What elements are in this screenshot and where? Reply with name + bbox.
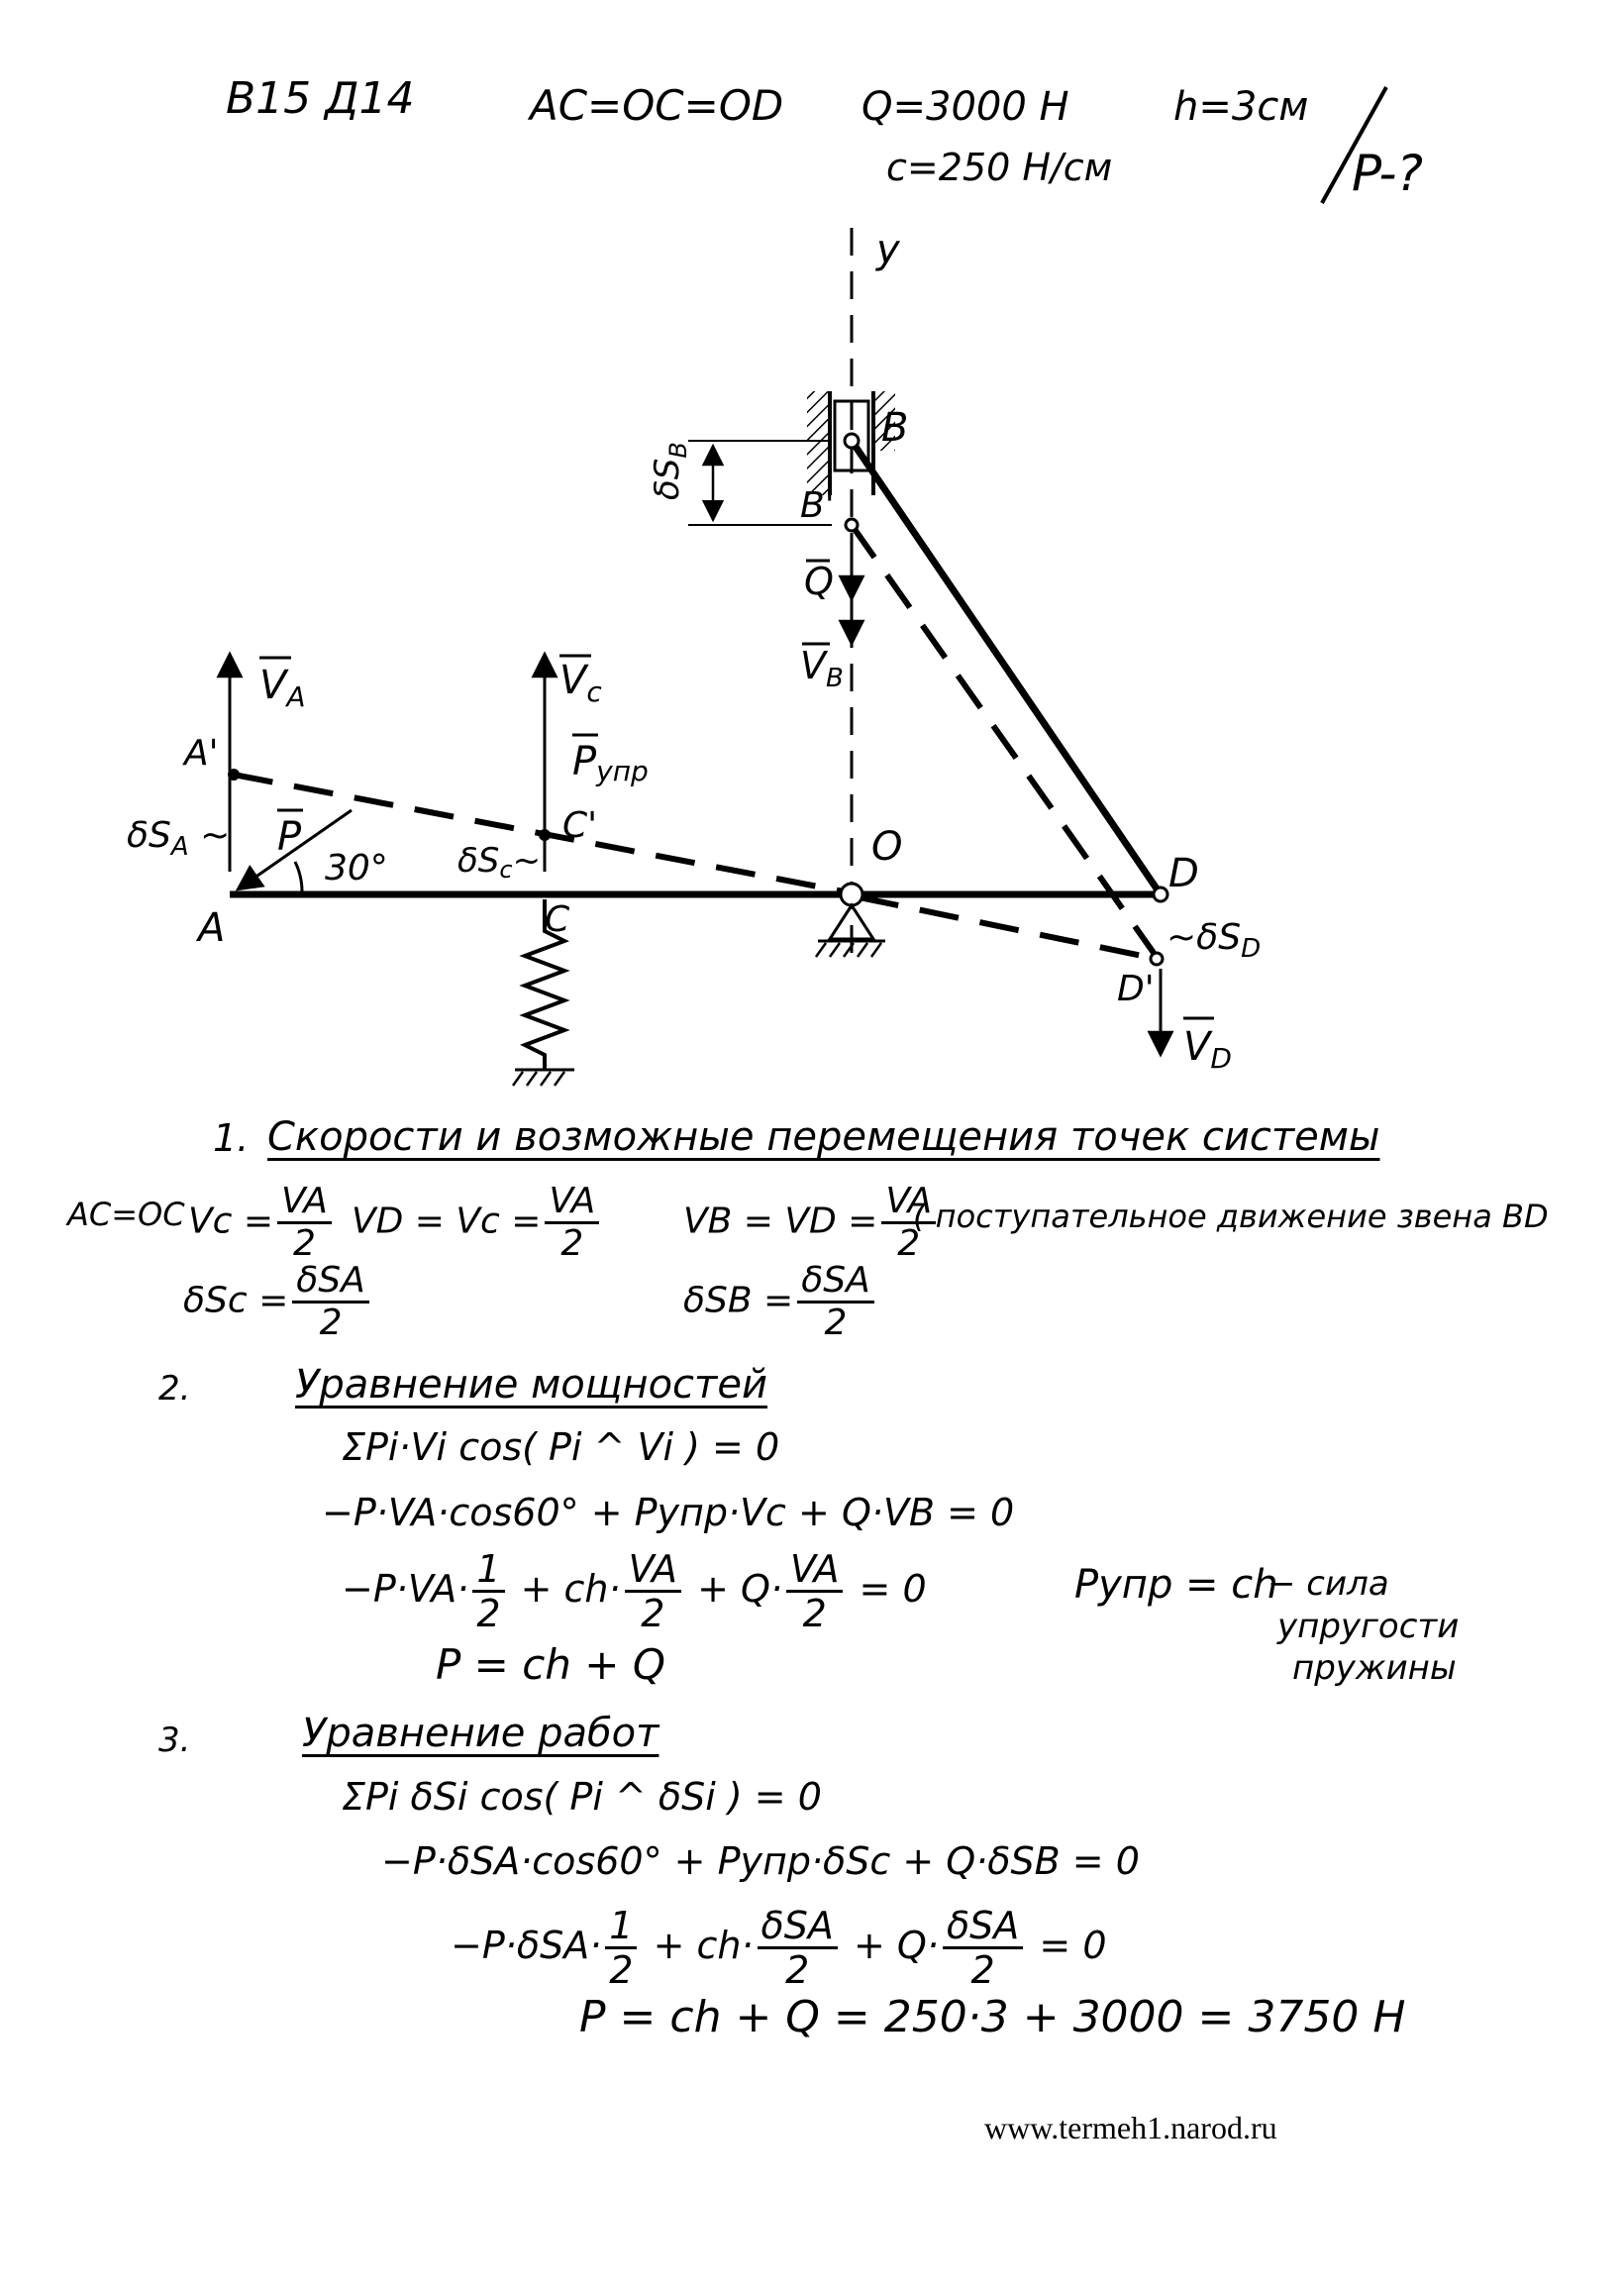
label-angle: 30° bbox=[325, 848, 388, 888]
spring-force-note-2: упругости bbox=[1277, 1607, 1460, 1646]
dsb-formula: δSB = $\frac{\text{δSA}}{2}$ bbox=[683, 1263, 878, 1341]
joint-d-prime bbox=[1151, 953, 1163, 965]
dsc-formula: δSc = $\frac{\text{δSA}}{2}$ bbox=[183, 1263, 373, 1341]
label-b-prime: B' bbox=[800, 485, 835, 526]
joint-d bbox=[1154, 887, 1167, 901]
label-vb: $V_B$ bbox=[800, 644, 844, 693]
label-vc: $V_c$ bbox=[559, 658, 602, 708]
spring-force-note-1: − сила bbox=[1267, 1564, 1389, 1604]
section2-title: Уравнение мощностей bbox=[295, 1362, 767, 1408]
mechanism-diagram bbox=[0, 0, 1622, 1109]
label-a: A bbox=[198, 905, 226, 951]
label-vd: $V_D$ bbox=[1183, 1024, 1232, 1075]
vc-formula: Vc = $\frac{VA}{2}$ bbox=[188, 1184, 336, 1262]
label-d-prime: D' bbox=[1117, 969, 1155, 1009]
label-c-prime: C' bbox=[562, 805, 598, 846]
label-ds-a: $\delta S_A$ ~ bbox=[127, 815, 231, 862]
joint-b-prime bbox=[846, 519, 858, 531]
spring-force-note-3: пружины bbox=[1292, 1648, 1457, 1688]
y-axis-label: y bbox=[876, 227, 900, 272]
section1-title: Скорости и возможные перемещения точек системы bbox=[267, 1114, 1380, 1160]
label-p-upr: Pупр bbox=[572, 739, 649, 787]
vb-formula: VB = VD = $\frac{VA}{2}$ bbox=[683, 1184, 940, 1262]
label-ds-c: δSc~ bbox=[457, 841, 542, 884]
section3-number: 3. bbox=[158, 1721, 191, 1760]
vd-formula: VD = Vc = $\frac{VA}{2}$ bbox=[352, 1184, 603, 1262]
height-value: h=3см bbox=[1173, 84, 1309, 130]
section2-number: 2. bbox=[158, 1369, 191, 1409]
label-ds-d: $\sim\delta S_D$ bbox=[1166, 917, 1262, 964]
displaced-bar-o-d bbox=[860, 897, 1157, 959]
label-p: P bbox=[277, 814, 302, 860]
work-eq-3: −P·δSA· $\frac{1}{2}$ + ch· $\frac{\text{δSA}}{2}$ + Q· $\frac{\text{δSA}}{2}$ = 0 bbox=[451, 1904, 1107, 1992]
displaced-rod-bd bbox=[852, 525, 1154, 953]
power-eq-3: −P·VA· $\frac{1}{2}$ + ch· $\frac{VA}{2}$ + Q· $\frac{VA}{2}$ = 0 bbox=[342, 1547, 927, 1635]
final-result: P = ch + Q = 250·3 + 3000 = 3750 H bbox=[579, 1992, 1406, 2042]
geometry-condition: AC=OC=OD bbox=[530, 81, 784, 130]
joint-b bbox=[845, 434, 859, 448]
label-c: C bbox=[545, 899, 570, 940]
work-general-eq: ΣPi δSi cos( Pi ^ δSi ) = 0 bbox=[342, 1775, 822, 1819]
power-result: P = ch + Q bbox=[436, 1640, 665, 1689]
section3-title: Уравнение работ bbox=[302, 1711, 659, 1756]
label-d: D bbox=[1168, 851, 1199, 896]
translational-motion-note: ( поступательное движение звена BD bbox=[913, 1198, 1549, 1235]
label-ds-b: $\delta S_B$ bbox=[648, 442, 692, 500]
variant-label: B15 Д14 bbox=[226, 73, 415, 124]
spring-force-formula: Pупр = ch bbox=[1074, 1562, 1278, 1608]
stiffness-value: c=250 H/см bbox=[886, 146, 1113, 189]
label-q: Q bbox=[804, 560, 834, 603]
label-va: $V_A$ bbox=[259, 663, 306, 713]
pivot-o bbox=[841, 884, 862, 905]
label-o: O bbox=[871, 824, 903, 870]
force-q-value: Q=3000 H bbox=[862, 84, 1069, 130]
power-general-eq: ΣPi·Vi cos( Pi ^ Vi ) = 0 bbox=[342, 1425, 780, 1469]
label-b: B bbox=[881, 405, 909, 451]
ac-oc-condition: AC=OC bbox=[67, 1196, 185, 1233]
section1-number: 1. bbox=[213, 1116, 250, 1160]
work-eq-2: −P·δSA·cos60° + Pупр·δSc + Q·δSB = 0 bbox=[381, 1839, 1140, 1883]
power-eq-2: −P·VA·cos60° + Pупр·Vc + Q·VB = 0 bbox=[322, 1491, 1015, 1534]
label-a-prime: A' bbox=[184, 733, 219, 774]
source-url[interactable]: www.termeh1.narod.ru bbox=[984, 2110, 1277, 2145]
unknown-p: P-? bbox=[1352, 145, 1423, 202]
